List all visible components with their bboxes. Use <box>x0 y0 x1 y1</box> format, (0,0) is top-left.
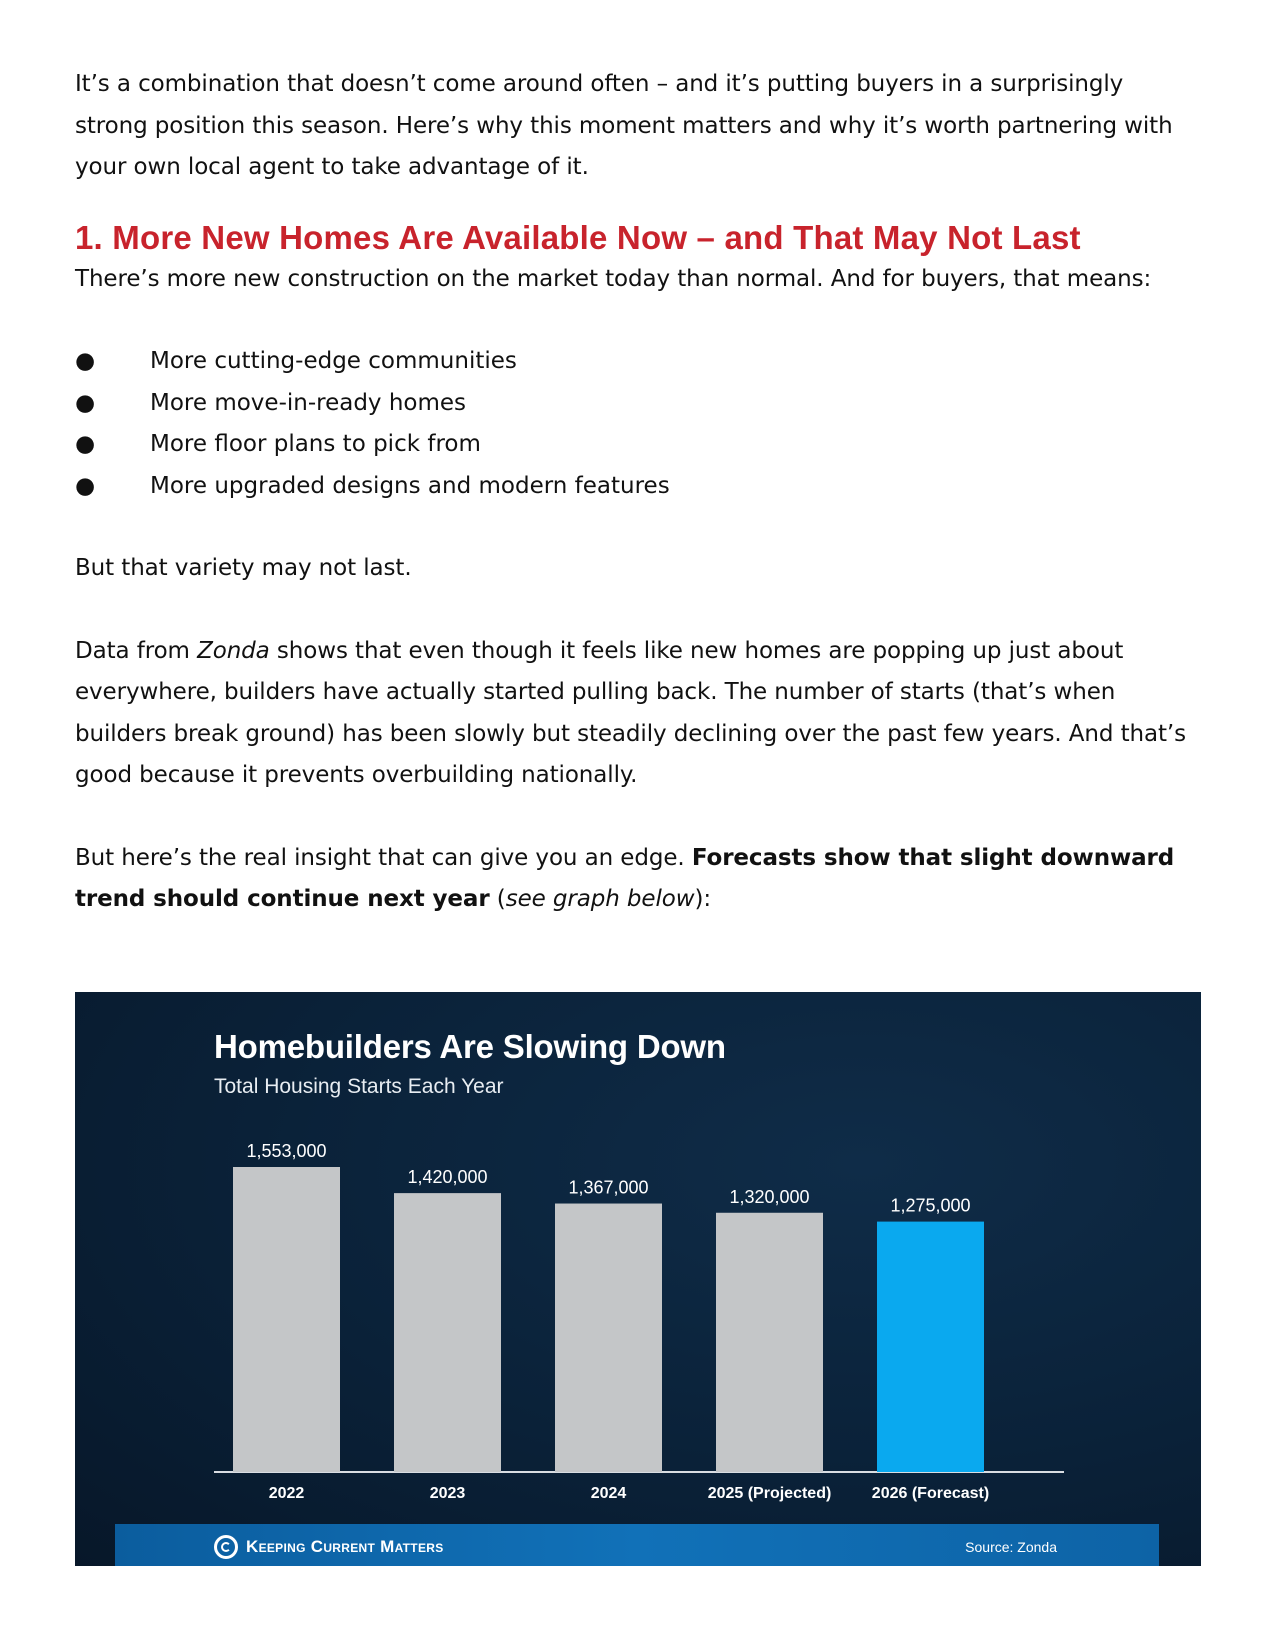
text-run: ( <box>489 886 506 912</box>
list-item-text: More move-in-ready homes <box>150 389 467 416</box>
text-run: Data from <box>75 637 198 664</box>
bar-2025 <box>716 1213 823 1472</box>
text-run: ): <box>694 886 711 912</box>
brand-name: Keeping Current Matters <box>246 1537 444 1556</box>
chart-subtitle: Total Housing Starts Each Year <box>214 1075 504 1098</box>
section-heading: 1. More New Homes Are Available Now – and That May Not Last <box>75 218 1081 256</box>
spacer <box>75 507 1200 548</box>
spacer <box>75 590 1200 631</box>
x-tick-label: 2023 <box>429 1485 466 1502</box>
italic-text: see graph below <box>505 886 695 912</box>
bullet-icon: ● <box>75 472 96 499</box>
x-tick-label: 2025 (Projected) <box>707 1485 832 1502</box>
zonda-paragraph <box>75 631 1200 797</box>
data-label: 1,320,000 <box>729 1186 810 1207</box>
list-item-text: More floor plans to pick from <box>150 431 481 457</box>
list-item <box>75 383 1200 425</box>
list-item <box>75 424 1200 466</box>
bullet-icon: ● <box>75 389 96 416</box>
data-label: 1,553,000 <box>246 1141 327 1161</box>
feature-list <box>75 341 1200 507</box>
data-label: 1,275,000 <box>890 1195 971 1216</box>
data-label: 1,420,000 <box>407 1167 488 1188</box>
intro-paragraph: It’s a combination that doesn’t come around often – and it’s putting buyers in a surprisingly strong position this season. Here’s why this moment matters and why it’s worth partnering with your own local agent to take advantage of it. <box>75 71 1173 180</box>
data-label: 1,367,000 <box>568 1177 649 1198</box>
insight-paragraph <box>75 838 1200 921</box>
bullet-icon: ● <box>75 431 96 457</box>
x-tick-label: 2022 <box>268 1485 305 1502</box>
bar-2026 <box>877 1222 984 1472</box>
chart-title: Homebuilders Are Slowing Down <box>214 1028 726 1065</box>
list-item <box>75 341 1200 383</box>
brand-logo <box>214 1535 444 1559</box>
bullet-icon: ● <box>75 348 96 374</box>
kcm-logo-icon <box>214 1535 238 1559</box>
list-item-text: More cutting-edge communities <box>150 348 517 374</box>
spacer <box>75 797 1200 838</box>
bar-2024 <box>555 1204 662 1472</box>
chart-source: Source: Zonda <box>965 1539 1057 1555</box>
bold-text: Forecasts show that slight downward trend should continue next year <box>75 844 1175 912</box>
chart-plot <box>75 992 1201 1566</box>
spacer <box>75 300 1200 341</box>
housing-starts-chart <box>75 992 1201 1566</box>
section-lead: There’s more new construction on the market today than normal. And for buyers, that means: <box>75 265 1152 292</box>
source-name: Zonda <box>197 637 270 664</box>
x-tick-label: 2026 (Forecast) <box>871 1485 990 1502</box>
list-item <box>75 466 1200 508</box>
variety-paragraph: But that variety may not last. <box>75 555 412 581</box>
text-run: But here’s the real insight that can give you an edge. <box>75 844 692 871</box>
x-tick-label: 2024 <box>590 1485 627 1502</box>
list-item-text: More upgraded designs and modern features <box>150 472 670 499</box>
bar-2022 <box>233 1167 340 1472</box>
article-body <box>75 64 1200 921</box>
text-run: shows that even though it feels like new homes are popping up just about everywhere, builders have actually started pulling back. The number of starts (that’s when builders break ground) has been slowly but steadily declining over the past few years. And that’s good because it prevents overbuilding nationally. <box>75 637 1187 788</box>
bar-2023 <box>394 1193 501 1472</box>
